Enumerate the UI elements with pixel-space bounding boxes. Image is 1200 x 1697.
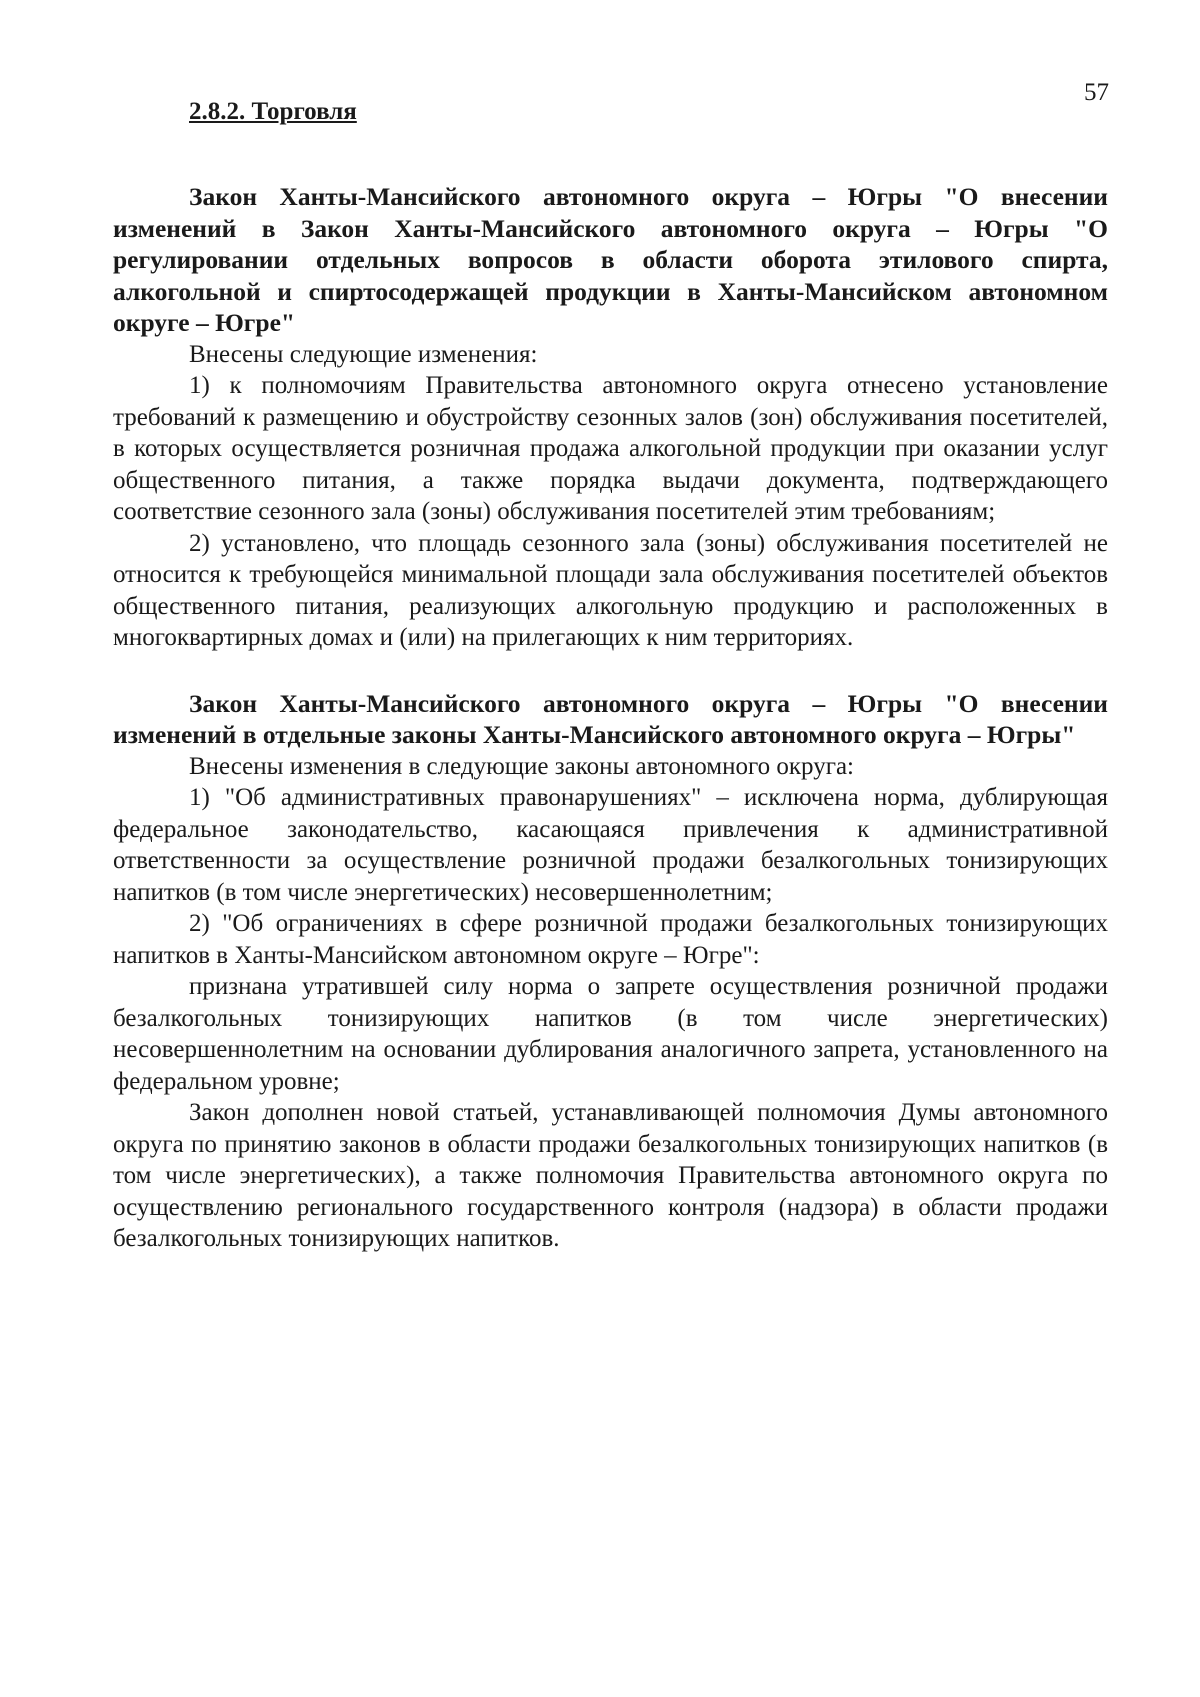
law-section-1: [113, 181, 1108, 654]
paragraph: 2) "Об ограничениях в сфере розничной продажи безалкогольных тонизирующих напитков в Ханты-Мансийском автономном округе – Югре":: [113, 910, 1108, 969]
paragraph: 1) "Об административных правонарушениях" – исключена норма, дублирующая федеральное законодательство, касающаяся привлечения к административной ответственности за осуществление розничной продажи безалкогольных тонизирующих напитков (в том числе энергетических) несовершеннолетним;: [113, 784, 1108, 906]
paragraph: Внесены следующие изменения:: [189, 340, 538, 368]
paragraph: признана утратившей силу норма о запрете осуществления розничной продажи безалкогольных тонизирующих напитков (в том числе энергетических) несовершеннолетним на основании дублирования аналогичного запрета, установленного на федеральном уровне;: [113, 973, 1108, 1095]
paragraph: 2) установлено, что площадь сезонного зала (зоны) обслуживания посетителей не относится к требующейся минимальной площади зала обслуживания посетителей объектов общественного питания, реализующих алкогольную продукцию и расположенных в многоквартирных домах и (или) на прилегающих к ним территориях.: [113, 529, 1108, 651]
paragraph: Внесены изменения в следующие законы автономного округа:: [189, 752, 855, 780]
page-number: 57: [1084, 79, 1109, 106]
paragraph: Закон дополнен новой статьей, устанавливающей полномочия Думы автономного округа по принятию законов в области продажи безалкогольных тонизирующих напитков (в том числе энергетических), а также полномочия Правительства автономного округа по осуществлению регионального государственного контроля (надзора) в области продажи безалкогольных тонизирующих напитков.: [113, 1099, 1108, 1252]
law-title: Закон Ханты-Мансийского автономного округа – Югры "О внесении изменений в отдельные законы Ханты-Мансийского автономного округа – Югры": [113, 688, 1108, 749]
section-heading: 2.8.2. Торговля: [189, 98, 357, 125]
law-title: Закон Ханты-Мансийского автономного округа – Югры "О внесении изменений в Закон Ханты-Мансийского автономного округа – Югры "О регулировании отдельных вопросов в области оборота этилового спирта, алкогольной и спиртосодержащей продукции в Ханты-Мансийском автономном округе – Югре": [113, 182, 1108, 337]
law-section-2: [113, 688, 1108, 1255]
paragraph: 1) к полномочиям Правительства автономного округа отнесено установление требований к размещению и обустройству сезонных залов (зон) обслуживания посетителей, в которых осуществляется розничная продажа алкогольной продукции при оказании услуг общественного питания, а также порядка выдачи документа, подтверждающего соответствие сезонного зала (зоны) обслуживания посетителей этим требованиям;: [113, 372, 1108, 525]
page-content: [113, 96, 1108, 1255]
